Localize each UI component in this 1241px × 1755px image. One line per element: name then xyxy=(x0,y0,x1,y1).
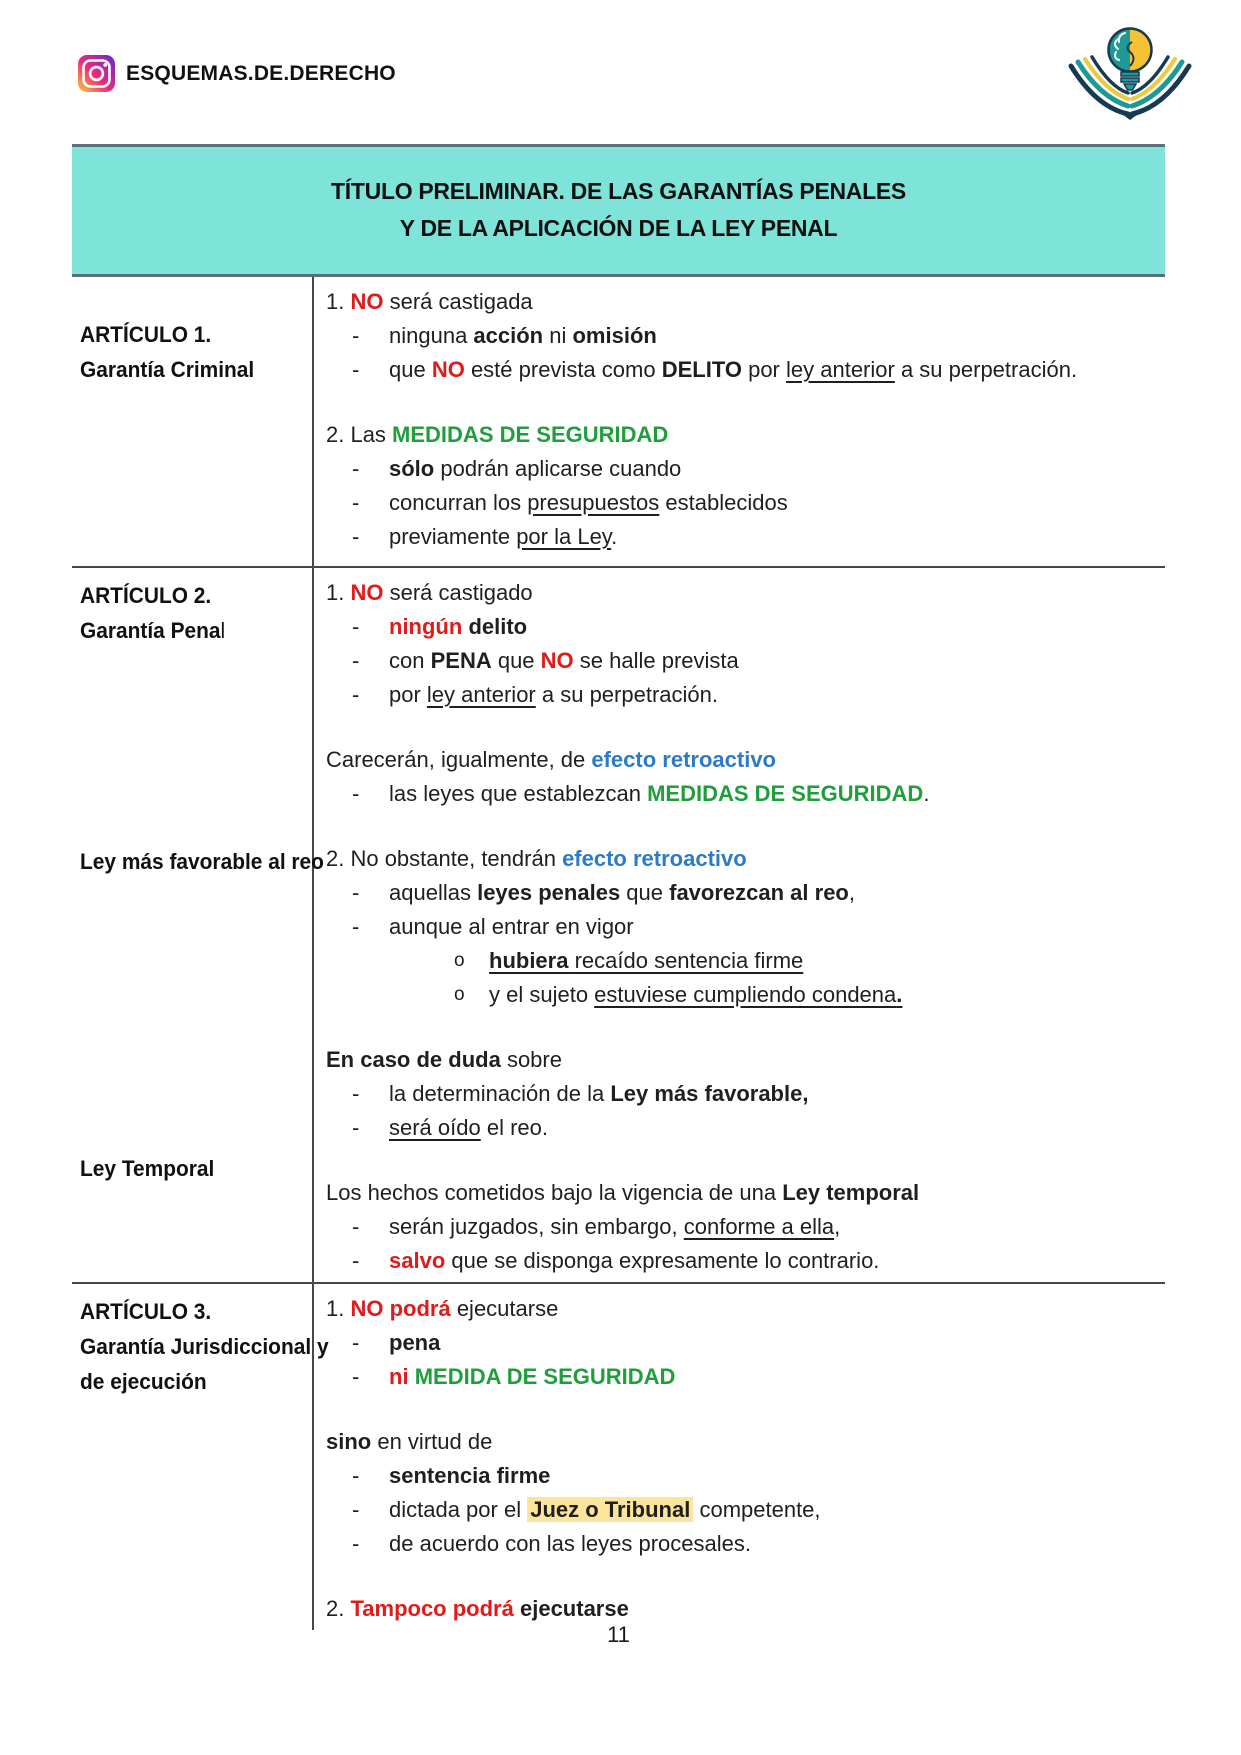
text-segment: ni xyxy=(389,1364,409,1389)
text-segment: hubiera xyxy=(489,948,569,973)
content-line xyxy=(314,910,1165,944)
page-number: 11 xyxy=(607,1622,630,1647)
text-segment: En caso de duda xyxy=(326,1047,501,1072)
text-segment: ningún xyxy=(389,614,463,639)
line-text xyxy=(389,1326,440,1360)
brain-bulb-book-logo xyxy=(1066,14,1194,129)
dash-bullet-icon: - xyxy=(352,323,360,348)
line-text xyxy=(389,610,527,644)
row-heading-line xyxy=(80,317,254,352)
line-text xyxy=(326,1292,558,1326)
table-row xyxy=(72,1282,1165,1630)
circle-bullet-icon: o xyxy=(454,950,465,971)
content-line xyxy=(314,1527,1165,1561)
line-text xyxy=(389,777,929,811)
dash-bullet-icon: - xyxy=(352,1497,360,1522)
line-spacer xyxy=(314,811,1165,842)
content-line xyxy=(314,610,1165,644)
text-segment: de acuerdo con las leyes procesales. xyxy=(389,1531,751,1556)
line-text xyxy=(326,285,533,319)
text-segment: por xyxy=(741,357,786,382)
text-segment: leyes penales xyxy=(477,880,621,905)
dash-bullet-icon: - xyxy=(352,1115,360,1140)
text-segment: esté prevista como xyxy=(464,357,662,382)
line-text xyxy=(389,910,634,944)
circle-bullet-icon: o xyxy=(454,984,465,1005)
line-text xyxy=(389,1244,879,1278)
content-line xyxy=(314,353,1165,387)
table-row xyxy=(72,566,1165,1282)
text-segment: Garantía Criminal xyxy=(80,357,255,382)
text-segment: que se disponga expresamente lo contrario. xyxy=(445,1248,880,1273)
line-text xyxy=(326,842,747,876)
content-line xyxy=(314,842,1165,876)
text-segment: ejecutarse xyxy=(450,1296,559,1321)
row-right-cell xyxy=(312,277,1165,566)
text-segment: en virtud de xyxy=(371,1429,493,1454)
text-segment: efecto retroactivo xyxy=(562,846,747,871)
text-segment: sobre xyxy=(500,1047,562,1072)
content-line xyxy=(314,319,1165,353)
text-segment: sino xyxy=(326,1429,372,1454)
line-text xyxy=(389,1360,675,1394)
text-segment: sólo xyxy=(389,456,435,481)
text-segment: será oído xyxy=(389,1115,481,1140)
text-segment: efecto retroactivo xyxy=(591,747,776,772)
row-heading-line xyxy=(80,1294,329,1329)
text-segment: Tampoco podrá xyxy=(350,1596,514,1621)
dash-bullet-icon: - xyxy=(352,682,360,707)
text-segment: dictada por el xyxy=(389,1497,528,1522)
text-segment: MEDIDA DE SEGURIDAD xyxy=(414,1364,676,1389)
text-segment: Los hechos cometidos bajo la vigencia de una xyxy=(326,1180,783,1205)
dash-bullet-icon: - xyxy=(352,880,360,905)
text-segment: podrán aplicarse cuando xyxy=(434,456,682,481)
text-segment: Ley más favorable al reo xyxy=(80,849,324,874)
row-right-cell xyxy=(312,1284,1165,1630)
document-content xyxy=(72,144,1165,1755)
row-heading xyxy=(80,844,337,879)
content-line xyxy=(314,1077,1165,1111)
line-text xyxy=(389,1459,550,1493)
text-segment: con xyxy=(389,648,431,673)
text-segment: 1. xyxy=(326,580,351,605)
text-segment: ARTÍCULO 1. xyxy=(80,322,212,347)
text-segment: omisión xyxy=(572,323,657,348)
dash-bullet-icon: - xyxy=(352,1531,360,1556)
text-segment: 1. xyxy=(326,1296,351,1321)
content-line xyxy=(314,1360,1165,1394)
text-segment: que xyxy=(620,880,670,905)
text-segment: Ley Temporal xyxy=(80,1156,215,1181)
line-text xyxy=(389,452,681,486)
text-segment: MEDIDAS DE SEGURIDAD xyxy=(392,422,669,447)
content-line xyxy=(314,1244,1165,1278)
text-segment: Ley temporal xyxy=(782,1180,920,1205)
line-text xyxy=(326,743,776,777)
dash-bullet-icon: - xyxy=(352,1364,360,1389)
text-segment: ni xyxy=(543,323,573,348)
content-line xyxy=(314,743,1165,777)
row-heading-line xyxy=(80,1329,329,1364)
text-segment: 2. Las xyxy=(326,422,393,447)
text-segment: concurran los xyxy=(389,490,528,515)
text-segment: . xyxy=(923,781,930,806)
dash-bullet-icon: - xyxy=(352,357,360,382)
text-segment: ley anterior xyxy=(786,357,895,382)
title-banner xyxy=(72,144,1165,277)
text-segment: ARTÍCULO 3. xyxy=(80,1299,212,1324)
text-segment: . xyxy=(896,982,903,1007)
content-line xyxy=(314,452,1165,486)
text-segment: ninguna xyxy=(389,323,474,348)
content-line xyxy=(314,978,1165,1012)
text-segment: ARTÍCULO 2. xyxy=(80,583,212,608)
line-spacer xyxy=(314,1561,1165,1592)
content-line xyxy=(314,418,1165,452)
line-text xyxy=(326,1592,629,1626)
text-segment: MEDIDAS DE SEGURIDAD xyxy=(647,781,924,806)
line-text xyxy=(389,1111,548,1145)
text-segment: aquellas xyxy=(389,880,478,905)
row-left-cell xyxy=(72,1284,329,1630)
text-segment: Ley más favorable, xyxy=(610,1081,809,1106)
text-segment: será castigado xyxy=(383,580,533,605)
text-segment: las leyes que establezcan xyxy=(389,781,648,806)
content-line xyxy=(314,1459,1165,1493)
text-segment: NO xyxy=(431,357,465,382)
text-segment: Garantía Pena xyxy=(80,618,221,643)
text-segment: ejecutarse xyxy=(519,1596,629,1621)
dash-bullet-icon: - xyxy=(352,781,360,806)
text-segment: ley anterior xyxy=(426,682,536,707)
line-text xyxy=(326,1043,562,1077)
row-left-cell xyxy=(72,568,324,1282)
row-right-cell xyxy=(312,568,1165,1282)
dash-bullet-icon: - xyxy=(352,1214,360,1239)
text-segment: delito xyxy=(468,614,528,639)
instagram-icon xyxy=(78,55,115,92)
text-segment: acción xyxy=(473,323,544,348)
line-spacer xyxy=(314,712,1165,743)
text-segment: PENA xyxy=(430,648,492,673)
dash-bullet-icon: - xyxy=(352,524,360,549)
text-segment: la determinación de la xyxy=(389,1081,611,1106)
line-text xyxy=(326,1425,492,1459)
line-text xyxy=(389,1493,821,1527)
text-segment: Juez o Tribunal xyxy=(527,1497,693,1522)
text-segment: por la Ley xyxy=(516,524,612,549)
text-segment: Garantía Jurisdiccional y xyxy=(80,1334,329,1359)
text-segment: . xyxy=(611,524,618,549)
row-heading-line xyxy=(80,1151,214,1186)
brand-text: ESQUEMAS.DE.DERECHO xyxy=(126,61,396,85)
line-text xyxy=(389,1077,808,1111)
row-heading xyxy=(80,1151,221,1186)
dash-bullet-icon: - xyxy=(352,456,360,481)
line-text xyxy=(389,644,739,678)
text-segment: competente, xyxy=(693,1497,821,1522)
dash-bullet-icon: - xyxy=(352,1330,360,1355)
text-segment: por xyxy=(389,682,427,707)
text-segment: 2. No obstante, tendrán xyxy=(326,846,563,871)
text-segment: NO xyxy=(540,648,574,673)
text-segment: NO podrá xyxy=(350,1296,451,1321)
row-heading-line xyxy=(80,613,225,648)
line-text xyxy=(489,978,902,1012)
text-segment: favorezcan al reo xyxy=(669,880,849,905)
content-line xyxy=(314,1326,1165,1360)
content-line xyxy=(314,1292,1165,1326)
text-segment: pena xyxy=(389,1330,441,1355)
row-heading-line xyxy=(80,844,324,879)
content-line xyxy=(314,644,1165,678)
text-segment: 1. xyxy=(326,289,351,314)
text-segment: previamente xyxy=(389,524,517,549)
content-line xyxy=(314,520,1165,554)
line-text xyxy=(389,1527,751,1561)
brand xyxy=(78,55,396,92)
text-segment: DELITO xyxy=(661,357,742,382)
line-text xyxy=(389,520,617,554)
text-segment: establecidos xyxy=(659,490,788,515)
text-segment: Carecerán, igualmente, de xyxy=(326,747,592,772)
dash-bullet-icon: - xyxy=(352,490,360,515)
text-segment: presupuestos xyxy=(527,490,660,515)
line-text xyxy=(326,418,668,452)
text-segment: recaído sentencia firme xyxy=(568,948,804,973)
text-segment: aunque al entrar en vigor xyxy=(389,914,634,939)
text-segment: será castigada xyxy=(383,289,533,314)
content-line xyxy=(314,1592,1165,1626)
dash-bullet-icon: - xyxy=(352,1463,360,1488)
text-segment: a su perpetración. xyxy=(535,682,718,707)
text-segment: NO xyxy=(350,289,384,314)
text-segment: sentencia firme xyxy=(389,1463,551,1488)
line-text xyxy=(389,876,855,910)
banner-title-line2: Y DE LA APLICACIÓN DE LA LEY PENAL xyxy=(399,215,838,241)
row-heading-line xyxy=(80,352,254,387)
content-line xyxy=(314,777,1165,811)
content-line xyxy=(314,285,1165,319)
line-text xyxy=(389,678,718,712)
text-segment: , xyxy=(848,880,855,905)
content-line xyxy=(314,1111,1165,1145)
text-segment: de ejecución xyxy=(80,1369,207,1394)
content-line xyxy=(314,678,1165,712)
dash-bullet-icon: - xyxy=(352,614,360,639)
row-heading xyxy=(80,317,263,387)
content-line xyxy=(314,1176,1165,1210)
line-spacer xyxy=(314,387,1165,418)
content-line xyxy=(314,486,1165,520)
table-row xyxy=(72,277,1165,566)
line-text xyxy=(489,944,803,978)
content-line xyxy=(314,1493,1165,1527)
text-segment: 2. xyxy=(326,1596,351,1621)
text-segment: NO xyxy=(350,580,384,605)
content-line xyxy=(314,1210,1165,1244)
row-heading xyxy=(80,578,233,648)
text-segment: que xyxy=(389,357,432,382)
banner-title-line1: TÍTULO PRELIMINAR. DE LAS GARANTÍAS PENALES xyxy=(331,178,906,204)
line-text xyxy=(326,576,533,610)
content-line xyxy=(314,576,1165,610)
text-segment: estuviese cumpliendo condena xyxy=(594,982,897,1007)
dash-bullet-icon: - xyxy=(352,648,360,673)
text-segment: , xyxy=(834,1214,841,1239)
text-segment: salvo xyxy=(389,1248,446,1273)
line-text xyxy=(326,1176,919,1210)
content-line xyxy=(314,1425,1165,1459)
text-segment: el reo. xyxy=(480,1115,548,1140)
text-segment: que xyxy=(491,648,541,673)
line-text xyxy=(389,486,788,520)
line-text xyxy=(389,353,1077,387)
line-text xyxy=(389,1210,840,1244)
schema-table xyxy=(72,277,1165,1630)
text-segment: y el sujeto xyxy=(489,982,595,1007)
content-line xyxy=(314,944,1165,978)
text-segment: l xyxy=(220,618,226,643)
dash-bullet-icon: - xyxy=(352,1248,360,1273)
text-segment: serán juzgados, sin embargo, xyxy=(389,1214,684,1239)
content-line xyxy=(314,876,1165,910)
line-spacer xyxy=(314,1394,1165,1425)
row-heading-line xyxy=(80,578,225,613)
row-heading-line xyxy=(80,1364,329,1399)
text-segment: se halle prevista xyxy=(573,648,739,673)
row-left-cell xyxy=(72,277,312,566)
content-line xyxy=(314,1043,1165,1077)
line-text xyxy=(389,319,657,353)
dash-bullet-icon: - xyxy=(352,914,360,939)
text-segment: conforme a ella xyxy=(683,1214,835,1239)
text-segment: a su perpetración. xyxy=(894,357,1078,382)
row-heading xyxy=(80,1294,342,1399)
dash-bullet-icon: - xyxy=(352,1081,360,1106)
line-spacer xyxy=(314,1145,1165,1176)
line-spacer xyxy=(314,1012,1165,1043)
